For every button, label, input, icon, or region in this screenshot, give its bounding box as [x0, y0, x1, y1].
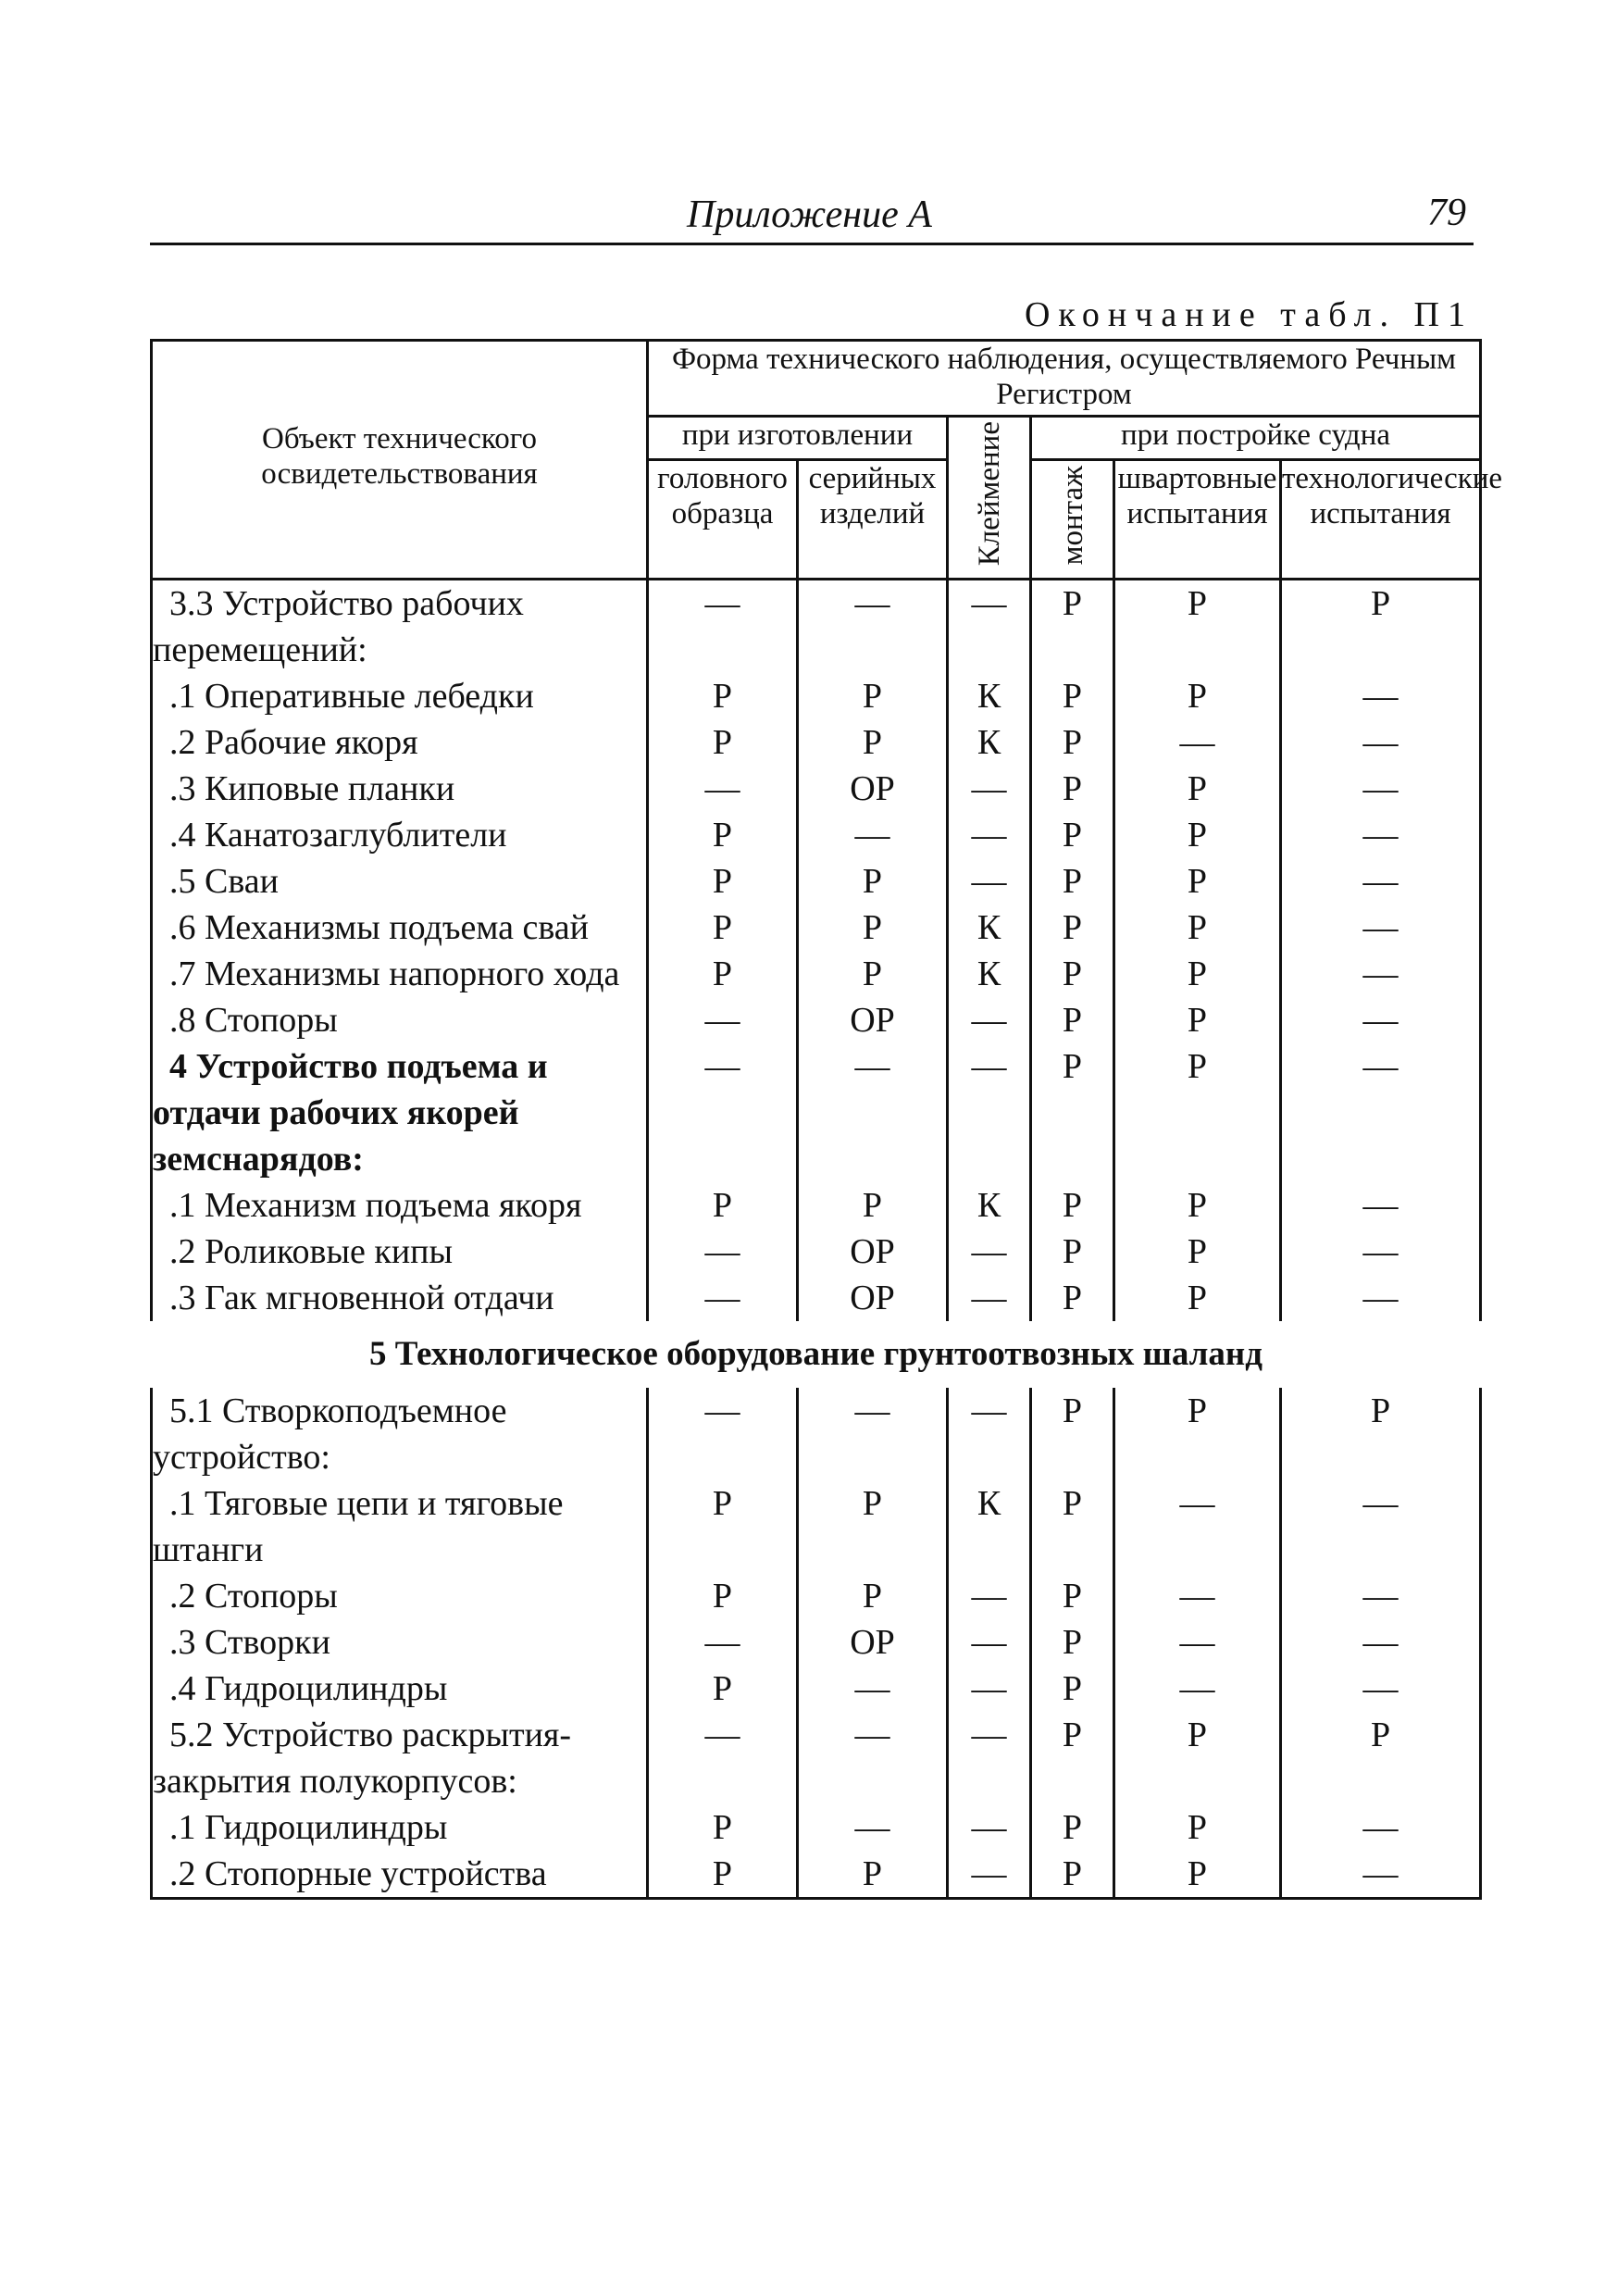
table-row — [152, 997, 1481, 1043]
header-head-sample: головного образца — [648, 459, 798, 580]
mark-cell: К — [948, 951, 1031, 997]
mark-cell: Р — [1031, 580, 1114, 674]
mark-cell: Р — [648, 1666, 798, 1712]
header-form: Форма технического наблюдения, осуществляемого Речным Регистром — [648, 341, 1481, 417]
mark-cell: Р — [1114, 1275, 1281, 1321]
mark-cell: — — [948, 997, 1031, 1043]
object-cell: .8 Стопоры — [152, 997, 648, 1043]
mark-cell: Р — [1031, 1573, 1114, 1619]
mark-cell: Р — [798, 858, 948, 905]
mark-cell: — — [948, 1229, 1031, 1275]
mark-cell: — — [948, 1573, 1031, 1619]
mark-cell: Р — [1114, 766, 1281, 812]
mark-cell: — — [948, 858, 1031, 905]
mark-cell: Р — [1114, 951, 1281, 997]
mark-cell: — — [648, 1712, 798, 1804]
mark-cell: Р — [1031, 1388, 1114, 1480]
table-row — [152, 1275, 1481, 1321]
mark-cell: — — [648, 997, 798, 1043]
mark-cell: Р — [1114, 858, 1281, 905]
table-caption: Окончание табл. П1 — [1024, 295, 1474, 334]
mark-cell: — — [1281, 1666, 1481, 1712]
header-mounting — [1031, 459, 1114, 580]
mark-cell: — — [1281, 1480, 1481, 1573]
mark-cell: Р — [798, 1573, 948, 1619]
mark-cell: Р — [648, 1182, 798, 1229]
table-row — [152, 719, 1481, 766]
mark-cell: — — [1114, 1619, 1281, 1666]
table-row — [152, 580, 1481, 674]
mark-cell: Р — [1031, 1182, 1114, 1229]
mark-cell: Р — [1031, 719, 1114, 766]
object-cell: .5 Сваи — [152, 858, 648, 905]
header-mounting-text: монтаж — [1055, 465, 1089, 566]
inspection-table — [150, 339, 1503, 1900]
object-cell: .3 Киповые планки — [152, 766, 648, 812]
running-title: Приложение А — [687, 193, 932, 236]
mark-cell: — — [948, 1851, 1031, 1899]
mark-cell: Р — [1031, 905, 1114, 951]
mark-cell: Р — [648, 1480, 798, 1573]
mark-cell: — — [948, 1619, 1031, 1666]
mark-cell: — — [648, 1388, 798, 1480]
mark-cell: — — [1281, 1573, 1481, 1619]
table-row — [152, 1229, 1481, 1275]
header-stamp — [948, 417, 1031, 580]
mark-cell: Р — [1031, 1712, 1114, 1804]
mark-cell: Р — [1114, 1851, 1281, 1899]
mark-cell: Р — [648, 719, 798, 766]
mark-cell: — — [1281, 1229, 1481, 1275]
table-row — [152, 905, 1481, 951]
mark-cell: Р — [648, 812, 798, 858]
mark-cell: — — [648, 1043, 798, 1182]
mark-cell: Р — [648, 1804, 798, 1851]
mark-cell: Р — [1031, 673, 1114, 719]
table-row — [152, 1182, 1481, 1229]
mark-cell: Р — [1031, 858, 1114, 905]
table-row — [152, 1666, 1481, 1712]
object-cell: .1 Гидроцилиндры — [152, 1804, 648, 1851]
header-mooring: швартовные испытания — [1114, 459, 1281, 580]
mark-cell: Р — [1114, 580, 1281, 674]
mark-cell: Р — [1031, 1043, 1114, 1182]
mark-cell: Р — [1281, 1388, 1481, 1480]
mark-cell: — — [648, 766, 798, 812]
table-row — [152, 1851, 1481, 1899]
mark-cell: — — [948, 1666, 1031, 1712]
mark-cell: Р — [1031, 1666, 1114, 1712]
mark-cell: ОР — [798, 1619, 948, 1666]
table-row — [152, 1388, 1481, 1480]
mark-cell: Р — [798, 905, 948, 951]
mark-cell: Р — [1114, 1712, 1281, 1804]
mark-cell: К — [948, 1480, 1031, 1573]
mark-cell: — — [1281, 1043, 1481, 1182]
mark-cell: Р — [1114, 673, 1281, 719]
object-cell: .1 Тяговые цепи и тяговые штанги — [152, 1480, 648, 1573]
table-row — [152, 766, 1481, 812]
mark-cell: Р — [1114, 997, 1281, 1043]
table-row — [152, 812, 1481, 858]
mark-cell: Р — [1114, 1229, 1281, 1275]
table-row — [152, 1043, 1481, 1182]
mark-cell: — — [1114, 719, 1281, 766]
header-stamp-text: Клеймение — [972, 421, 1006, 567]
mark-cell: — — [648, 580, 798, 674]
mark-cell: Р — [648, 951, 798, 997]
mark-cell: — — [1281, 1275, 1481, 1321]
object-cell: .3 Створки — [152, 1619, 648, 1666]
mark-cell: Р — [648, 858, 798, 905]
table-row — [152, 951, 1481, 997]
mark-cell: Р — [798, 719, 948, 766]
mark-cell: Р — [1281, 1712, 1481, 1804]
table-row — [152, 1619, 1481, 1666]
mark-cell: Р — [648, 673, 798, 719]
mark-cell: Р — [1114, 1804, 1281, 1851]
object-cell: 5.1 Створкоподъемное устройство: — [152, 1388, 648, 1480]
mark-cell: Р — [1031, 1480, 1114, 1573]
mark-cell: — — [1281, 1851, 1481, 1899]
mark-cell: Р — [1031, 1619, 1114, 1666]
mark-cell: Р — [1114, 1388, 1281, 1480]
object-cell: .2 Рабочие якоря — [152, 719, 648, 766]
mark-cell: — — [1281, 951, 1481, 997]
mark-cell: — — [798, 1804, 948, 1851]
table-row — [152, 858, 1481, 905]
section-row — [152, 1321, 1481, 1388]
mark-cell: — — [798, 580, 948, 674]
object-cell: 5.2 Устройство раскрытия-закрытия полукорпусов: — [152, 1712, 648, 1804]
mark-cell: — — [798, 1666, 948, 1712]
object-cell: .2 Стопоры — [152, 1573, 648, 1619]
mark-cell: Р — [798, 1480, 948, 1573]
header-manufacture: при изготовлении — [648, 417, 948, 460]
object-cell: .7 Механизмы напорного хода — [152, 951, 648, 997]
mark-cell: — — [1114, 1480, 1281, 1573]
mark-cell: — — [798, 1388, 948, 1480]
mark-cell: — — [1281, 1619, 1481, 1666]
object-cell: .1 Механизм подъема якоря — [152, 1182, 648, 1229]
mark-cell: — — [1281, 1804, 1481, 1851]
mark-cell: — — [1281, 719, 1481, 766]
mark-cell: — — [1281, 1182, 1481, 1229]
object-cell: .1 Оперативные лебедки — [152, 673, 648, 719]
mark-cell: — — [948, 1388, 1031, 1480]
mark-cell: — — [1281, 673, 1481, 719]
mark-cell: Р — [648, 905, 798, 951]
mark-cell: Р — [1114, 1043, 1281, 1182]
mark-cell: Р — [798, 1851, 948, 1899]
mark-cell: Р — [1114, 812, 1281, 858]
mark-cell: Р — [1031, 1804, 1114, 1851]
mark-cell: Р — [648, 1573, 798, 1619]
table-row — [152, 1712, 1481, 1804]
mark-cell: К — [948, 1182, 1031, 1229]
mark-cell: Р — [1031, 1851, 1114, 1899]
table-row — [152, 1573, 1481, 1619]
mark-cell: — — [1281, 766, 1481, 812]
mark-cell: — — [948, 1804, 1031, 1851]
mark-cell: — — [1114, 1666, 1281, 1712]
mark-cell: ОР — [798, 997, 948, 1043]
table-row — [152, 673, 1481, 719]
mark-cell: — — [648, 1619, 798, 1666]
mark-cell: Р — [1114, 905, 1281, 951]
table-body — [152, 580, 1481, 1899]
header-object: Объект технического освидетельствования — [152, 341, 648, 580]
mark-cell: Р — [1031, 997, 1114, 1043]
table-row — [152, 1804, 1481, 1851]
mark-cell: Р — [1031, 766, 1114, 812]
mark-cell: — — [798, 1712, 948, 1804]
header-construction: при постройке судна — [1031, 417, 1481, 460]
object-cell: .6 Механизмы подъема свай — [152, 905, 648, 951]
mark-cell: Р — [1031, 1275, 1114, 1321]
object-cell: .2 Роликовые кипы — [152, 1229, 648, 1275]
mark-cell: Р — [648, 1851, 798, 1899]
object-cell: .3 Гак мгновенной отдачи — [152, 1275, 648, 1321]
object-cell: 3.3 Устройство рабочих перемещений: — [152, 580, 648, 674]
mark-cell: ОР — [798, 1275, 948, 1321]
mark-cell: К — [948, 719, 1031, 766]
object-cell: .2 Стопорные устройства — [152, 1851, 648, 1899]
mark-cell: — — [798, 1043, 948, 1182]
mark-cell: К — [948, 673, 1031, 719]
table-row — [152, 1480, 1481, 1573]
section-title: 5 Технологическое оборудование грунтоотвозных шаланд — [369, 1335, 1263, 1374]
header-tech: технологические испытания — [1281, 459, 1481, 580]
object-cell: .4 Канатозаглублители — [152, 812, 648, 858]
mark-cell: ОР — [798, 1229, 948, 1275]
page-number: 79 — [1427, 192, 1466, 234]
object-cell: 4 Устройство подъема и отдачи рабочих якорей земснарядов: — [152, 1043, 648, 1182]
mark-cell: — — [948, 580, 1031, 674]
mark-cell: — — [948, 812, 1031, 858]
mark-cell: — — [1114, 1573, 1281, 1619]
mark-cell: ОР — [798, 766, 948, 812]
mark-cell: Р — [798, 673, 948, 719]
mark-cell: К — [948, 905, 1031, 951]
mark-cell: Р — [798, 951, 948, 997]
mark-cell: — — [1281, 905, 1481, 951]
mark-cell: — — [648, 1229, 798, 1275]
mark-cell: — — [648, 1275, 798, 1321]
mark-cell: Р — [1031, 951, 1114, 997]
page-header — [150, 185, 1474, 245]
mark-cell: — — [1281, 812, 1481, 858]
mark-cell: — — [1281, 997, 1481, 1043]
mark-cell: — — [948, 1043, 1031, 1182]
mark-cell: — — [948, 1712, 1031, 1804]
mark-cell: Р — [1031, 812, 1114, 858]
header-serial: серийных изделий — [798, 459, 948, 580]
object-cell: .4 Гидроцилиндры — [152, 1666, 648, 1712]
mark-cell: Р — [798, 1182, 948, 1229]
mark-cell: — — [948, 766, 1031, 812]
mark-cell: Р — [1114, 1182, 1281, 1229]
mark-cell: Р — [1281, 580, 1481, 674]
mark-cell: Р — [1031, 1229, 1114, 1275]
mark-cell: — — [798, 812, 948, 858]
mark-cell: — — [1281, 858, 1481, 905]
mark-cell: — — [948, 1275, 1031, 1321]
